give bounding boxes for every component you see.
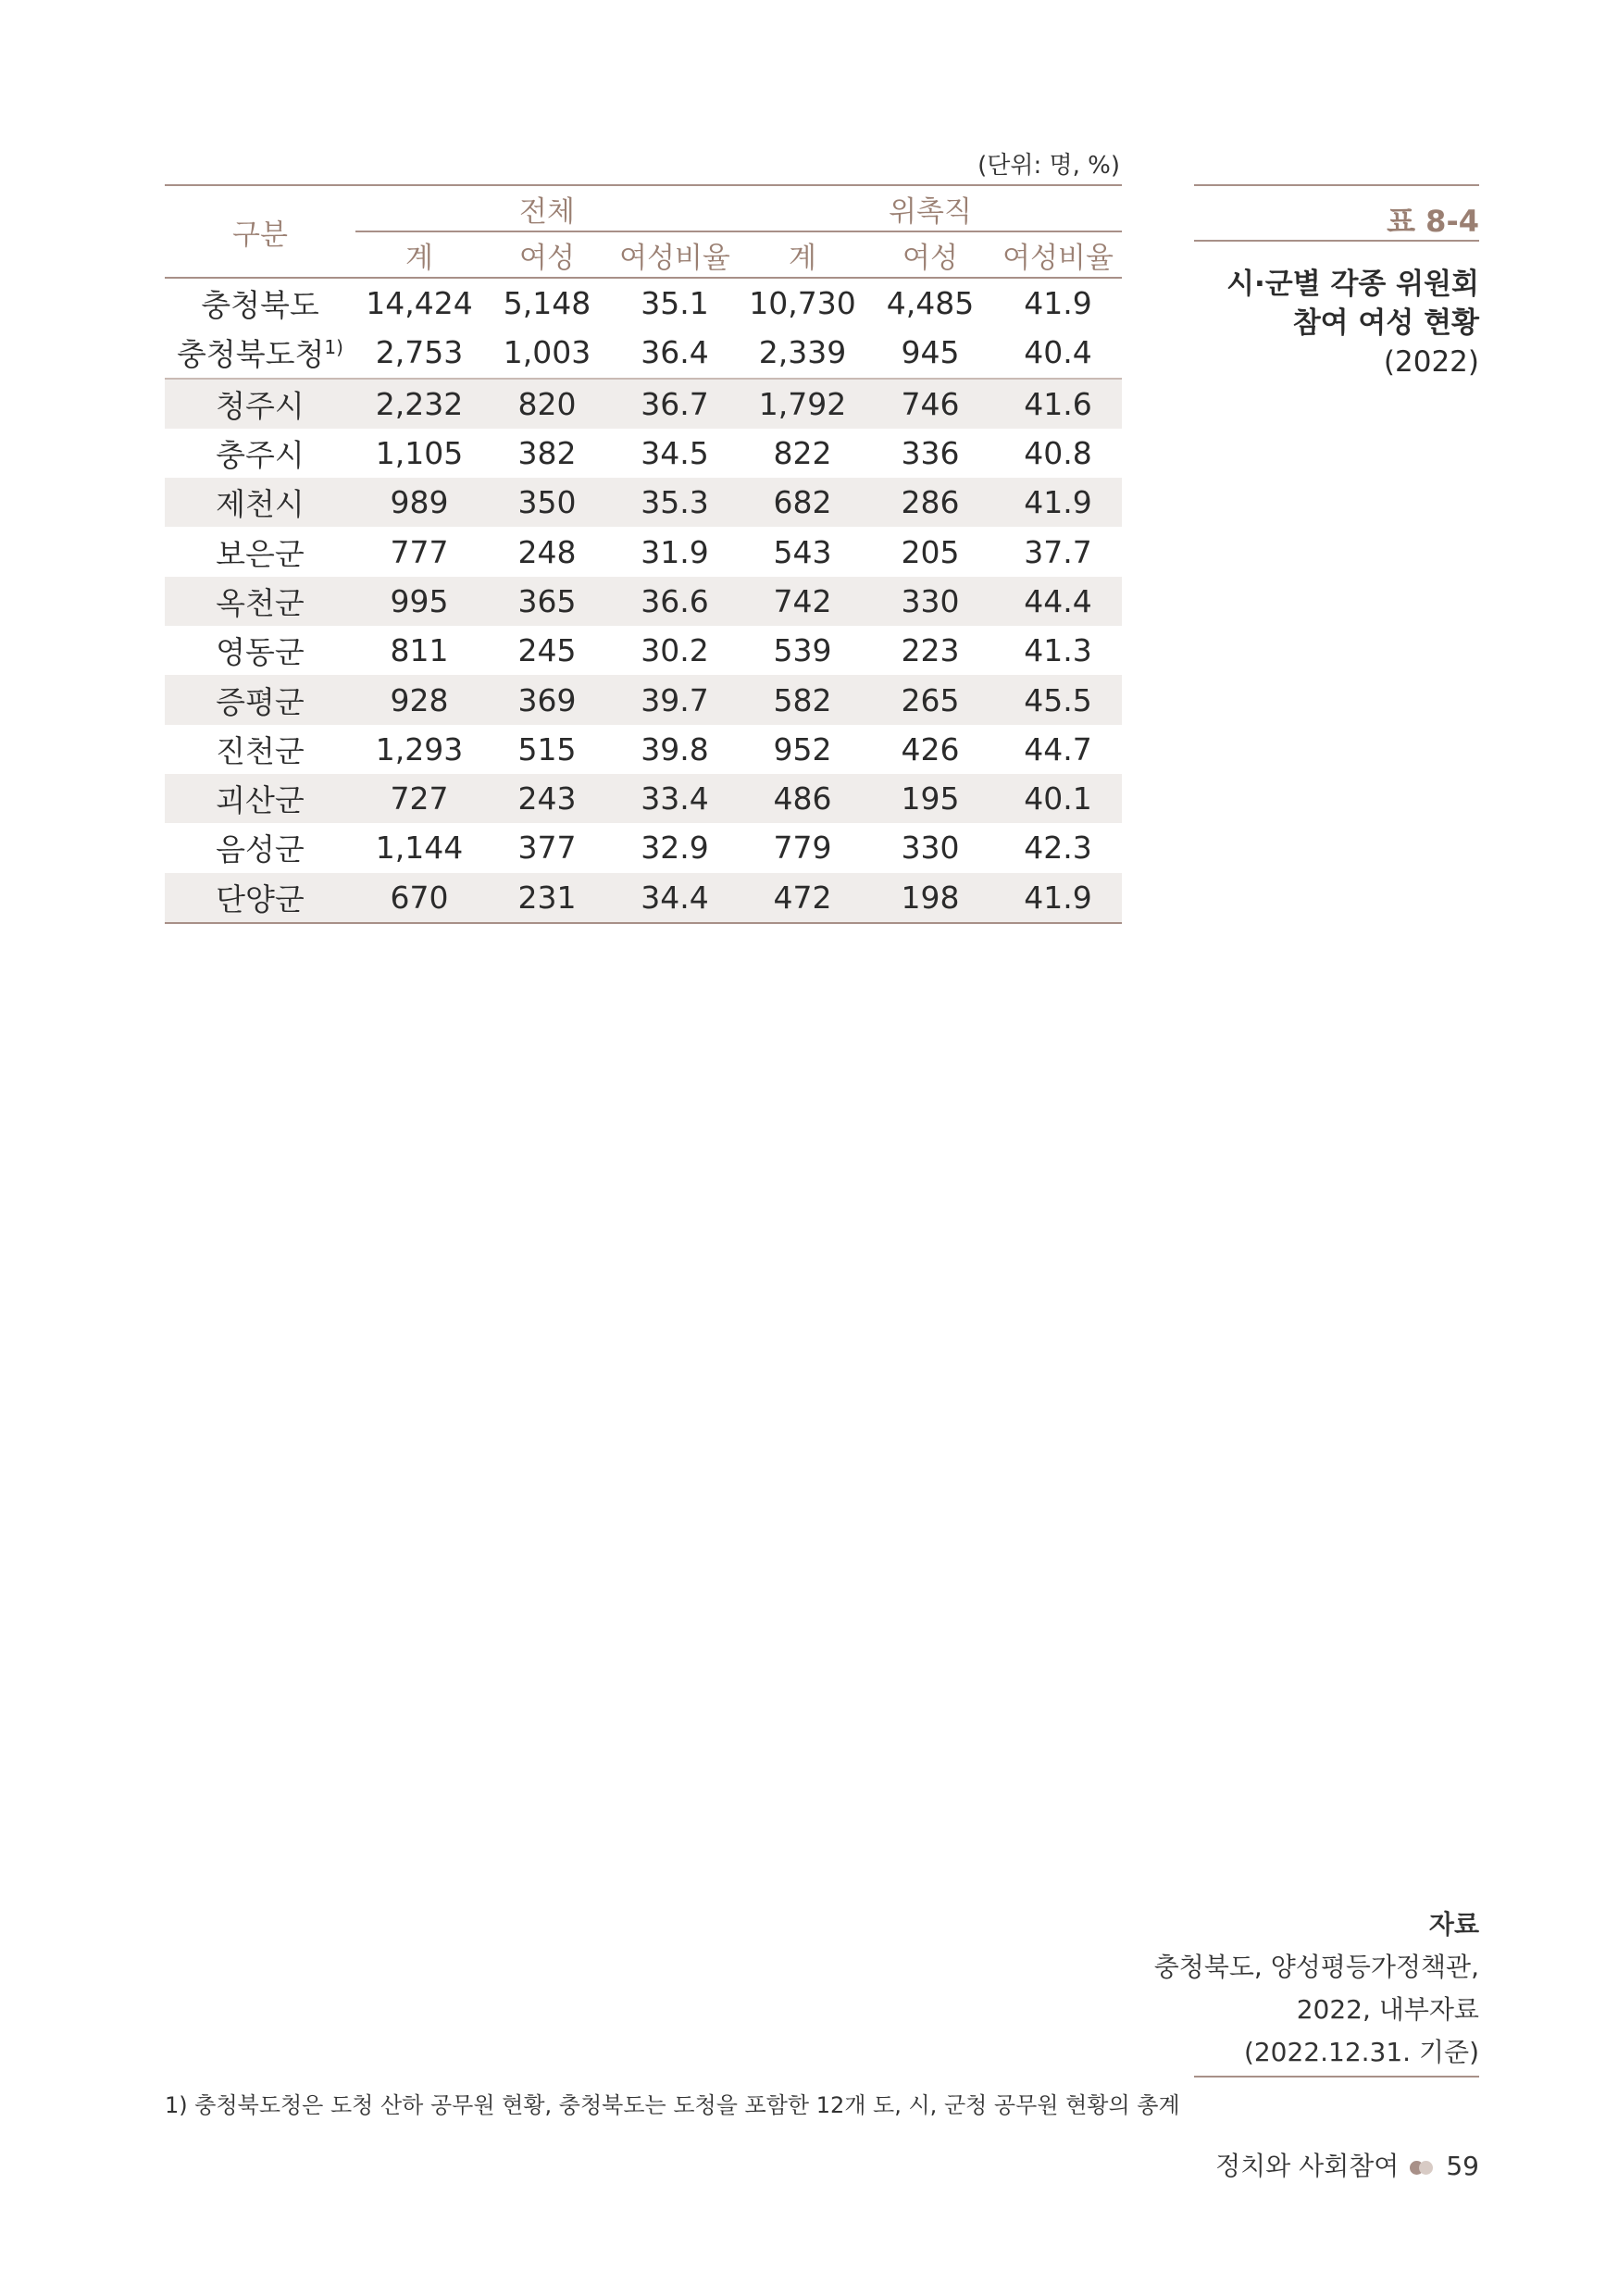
cell-value: 2,753: [355, 328, 483, 378]
table-row: [165, 823, 1122, 872]
cell-value: 377: [517, 830, 577, 867]
cell-value: 35.3: [611, 478, 739, 527]
header-category: 구분: [165, 185, 355, 278]
cell-value: 742: [739, 577, 866, 626]
cell-value: 1,105: [375, 435, 464, 472]
footnote: 1) 충청북도청은 도청 산하 공무원 현황, 충청북도는 도청을 포함한 12개 도, 시, 군청 공무원 현황의 총계: [165, 2092, 1180, 2118]
table-row: [165, 478, 1122, 527]
cell-value: 33.4: [611, 774, 739, 823]
cell-value: 34.5: [641, 435, 709, 472]
header-appointed-count: 계: [739, 231, 866, 278]
cell-value: 5,148: [503, 285, 591, 322]
cell-value: 39.7: [611, 675, 739, 724]
cell-value: 727: [355, 774, 483, 823]
cell-value: 36.4: [611, 328, 739, 378]
cell-value: 42.3: [1024, 830, 1092, 867]
cell-value: 223: [901, 632, 960, 669]
header-group-appointed: 위촉직: [739, 185, 1122, 231]
row-name: 청주시: [165, 379, 355, 429]
cell-value: 746: [866, 379, 994, 429]
table-title: [1194, 265, 1479, 381]
row-name: 옥천군: [165, 577, 355, 626]
cell-value: 330: [866, 577, 994, 626]
table-row: [165, 725, 1122, 774]
cell-value: 350: [483, 478, 611, 527]
cell-value: 4,485: [886, 285, 975, 322]
cell-value: 205: [901, 533, 960, 570]
cell-value: 35.1: [641, 285, 709, 322]
cell-value: 811: [390, 632, 449, 669]
cell-value: 2,339: [739, 328, 866, 378]
row-name: 영동군: [216, 634, 305, 671]
table-row: [165, 278, 1122, 328]
cell-value: 10,730: [749, 285, 856, 322]
cell-value: 265: [866, 675, 994, 724]
header-appointed-women: 여성: [866, 231, 994, 278]
cell-value: 426: [901, 730, 960, 767]
cell-value: 539: [773, 632, 832, 669]
page-footer: [1139, 2146, 1479, 2183]
row-name: 제천시: [165, 478, 355, 527]
table-title-line2: 참여 여성 현황: [1292, 306, 1479, 340]
table-row: [165, 873, 1122, 923]
row-name: 단양군: [165, 873, 355, 923]
table-row: [165, 675, 1122, 724]
cell-value: 40.8: [1024, 435, 1092, 472]
row-name: 보은군: [216, 535, 305, 572]
cell-value: 248: [517, 533, 577, 570]
cell-value: 472: [739, 873, 866, 923]
header-group-total: 전체: [355, 185, 739, 231]
footer-section: 정치와 사회참여: [1215, 2151, 1400, 2181]
cell-value: 582: [739, 675, 866, 724]
side-mid-rule: [1194, 240, 1479, 242]
row-name: 증평군: [165, 675, 355, 724]
cell-value: 382: [517, 435, 577, 472]
cell-value: 1,293: [375, 730, 464, 767]
cell-value: 515: [517, 730, 577, 767]
row-name: 충청북도: [201, 287, 319, 324]
row-name: 충주시: [216, 437, 305, 474]
cell-value: 330: [901, 830, 960, 867]
table-row: [165, 527, 1122, 576]
cell-value: 682: [739, 478, 866, 527]
cell-value: 34.4: [611, 873, 739, 923]
cell-value: 44.7: [1024, 730, 1092, 767]
cell-value: 1,792: [739, 379, 866, 429]
table-title-year: (2022): [1383, 345, 1479, 379]
cell-value: 989: [355, 478, 483, 527]
cell-value: 39.8: [641, 730, 709, 767]
cell-value: 945: [866, 328, 994, 378]
header-total-ratio: 여성비율: [611, 231, 739, 278]
cell-value: 231: [483, 873, 611, 923]
cell-value: 286: [866, 478, 994, 527]
cell-value: 365: [483, 577, 611, 626]
footer-dot-light-icon: [1419, 2161, 1433, 2175]
table-row: [165, 626, 1122, 675]
cell-value: 14,424: [366, 285, 473, 322]
cell-value: 779: [773, 830, 832, 867]
cell-value: 2,232: [355, 379, 483, 429]
cell-value: 41.3: [1024, 632, 1092, 669]
cell-value: 31.9: [641, 533, 709, 570]
table-row: [165, 577, 1122, 626]
table-number: 표 8-4: [1387, 204, 1479, 239]
cell-value: 32.9: [641, 830, 709, 867]
table-row: [165, 429, 1122, 478]
cell-value: 777: [390, 533, 449, 570]
cell-value: 37.7: [1024, 533, 1092, 570]
source-line2: 2022, 내부자료: [1296, 1994, 1479, 2025]
unit-label: (단위: 명, %): [977, 152, 1120, 180]
cell-value: 820: [483, 379, 611, 429]
cell-value: 36.6: [611, 577, 739, 626]
cell-value: 41.9: [1024, 285, 1092, 322]
cell-value: 195: [866, 774, 994, 823]
table-row: [165, 774, 1122, 823]
header-appointed-ratio: 여성비율: [994, 231, 1122, 278]
cell-value: 1,003: [483, 328, 611, 378]
source-line3: (2022.12.31. 기준): [1243, 2037, 1479, 2067]
cell-value: 245: [517, 632, 577, 669]
footnote-marker: 1): [324, 336, 343, 359]
row-name: 진천군: [216, 732, 305, 769]
cell-value: 45.5: [994, 675, 1122, 724]
source-heading: 자료: [1428, 1909, 1479, 1940]
row-name: 괴산군: [165, 774, 355, 823]
cell-value: 40.1: [994, 774, 1122, 823]
header-total-women: 여성: [483, 231, 611, 278]
cell-value: 952: [773, 730, 832, 767]
cell-value: 40.4: [994, 328, 1122, 378]
cell-value: 41.9: [994, 478, 1122, 527]
source-bottom-rule: [1194, 2076, 1479, 2078]
header-total-count: 계: [355, 231, 483, 278]
page-number: 59: [1446, 2151, 1479, 2181]
cell-value: 369: [483, 675, 611, 724]
source-block: [1148, 1903, 1479, 2074]
table-row: [165, 328, 1122, 378]
table-title-line1: 시·군별 각종 위원회: [1226, 268, 1479, 301]
side-top-rule: [1194, 184, 1479, 186]
cell-value: 995: [355, 577, 483, 626]
cell-value: 822: [773, 435, 832, 472]
cell-value: 243: [483, 774, 611, 823]
cell-value: 41.6: [994, 379, 1122, 429]
committee-table: [165, 184, 1122, 924]
cell-value: 198: [866, 873, 994, 923]
cell-value: 30.2: [641, 632, 709, 669]
cell-value: 36.7: [611, 379, 739, 429]
cell-value: 543: [773, 533, 832, 570]
cell-value: 336: [901, 435, 960, 472]
cell-value: 44.4: [994, 577, 1122, 626]
row-name: 충청북도청$^{1)}$: [165, 328, 355, 378]
cell-value: 928: [355, 675, 483, 724]
cell-value: 41.9: [994, 873, 1122, 923]
cell-value: 486: [739, 774, 866, 823]
cell-value: 670: [355, 873, 483, 923]
row-name: 음성군: [216, 831, 305, 868]
cell-value: 1,144: [375, 830, 464, 867]
table-row: [165, 379, 1122, 429]
source-line1: 충청북도, 양성평등가정책관,: [1153, 1952, 1479, 1982]
